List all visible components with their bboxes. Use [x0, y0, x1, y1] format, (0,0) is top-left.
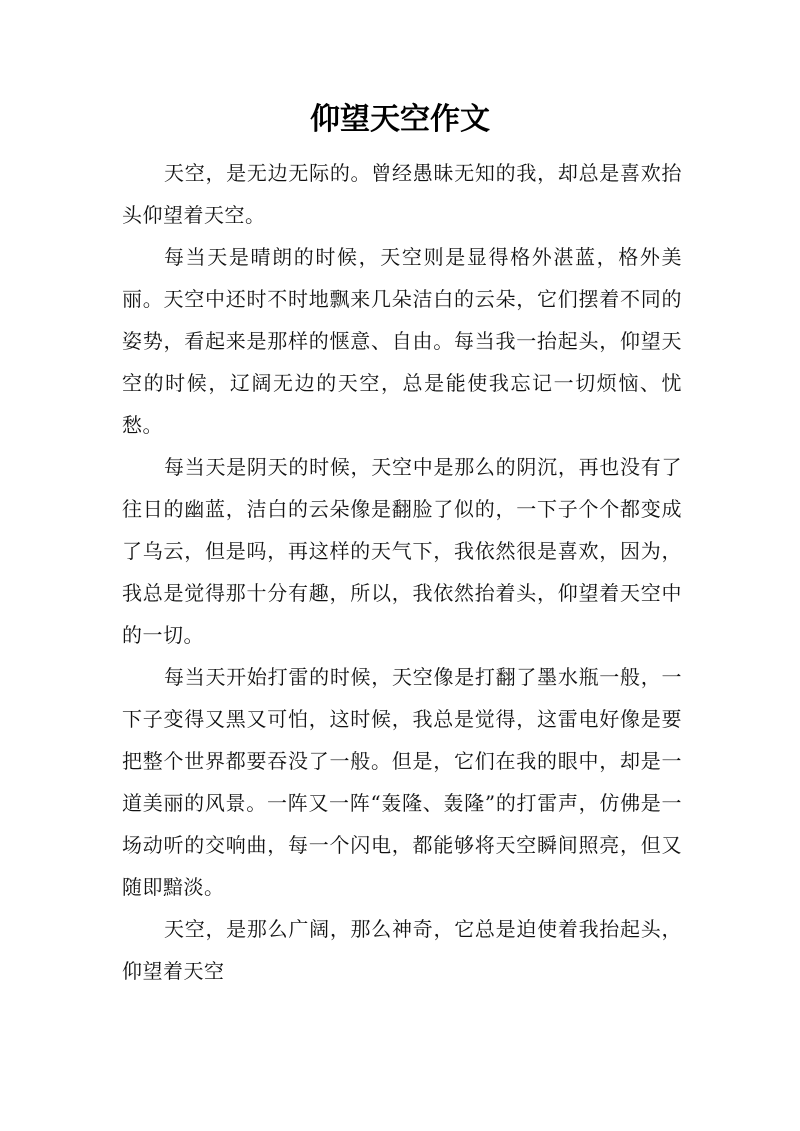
- document-body: [122, 152, 682, 992]
- paragraph-5: 天空，是那么广阔，那么神奇，它总是迫使着我抬起头，仰望着天空: [122, 917, 682, 983]
- paragraph-1: 天空，是无边无际的。曾经愚昧无知的我，却总是喜欢抬头仰望着天空。: [122, 161, 682, 227]
- paragraph-4: 每当天开始打雷的时候，天空像是打翻了墨水瓶一般，一下子变得又黑又可怕，这时候，我总是觉得，这雷电好像是要把整个世界都要吞没了一般。但是，它们在我的眼中，却是一道美丽的风景。一阵又一阵“轰隆、轰隆”的打雷声，仿佛是一场动听的交响曲，每一个闪电，都能够将天空瞬间照亮，但又随即黯淡。: [122, 665, 682, 899]
- paragraph-2: 每当天是晴朗的时候，天空则是显得格外湛蓝，格外美丽。天空中还时不时地飘来几朵洁白的云朵，它们摆着不同的姿势，看起来是那样的惬意、自由。每当我一抬起头，仰望天空的时候，辽阔无边的天空，总是能使我忘记一切烦恼、忧愁。: [122, 245, 682, 437]
- paragraph-3: 每当天是阴天的时候，天空中是那么的阴沉，再也没有了往日的幽蓝，洁白的云朵像是翻脸了似的，一下子个个都变成了乌云，但是吗，再这样的天气下，我依然很是喜欢，因为，我总是觉得那十分有趣，所以，我依然抬着头，仰望着天空中的一切。: [122, 455, 682, 647]
- document-title: 仰望天空作文: [310, 102, 490, 137]
